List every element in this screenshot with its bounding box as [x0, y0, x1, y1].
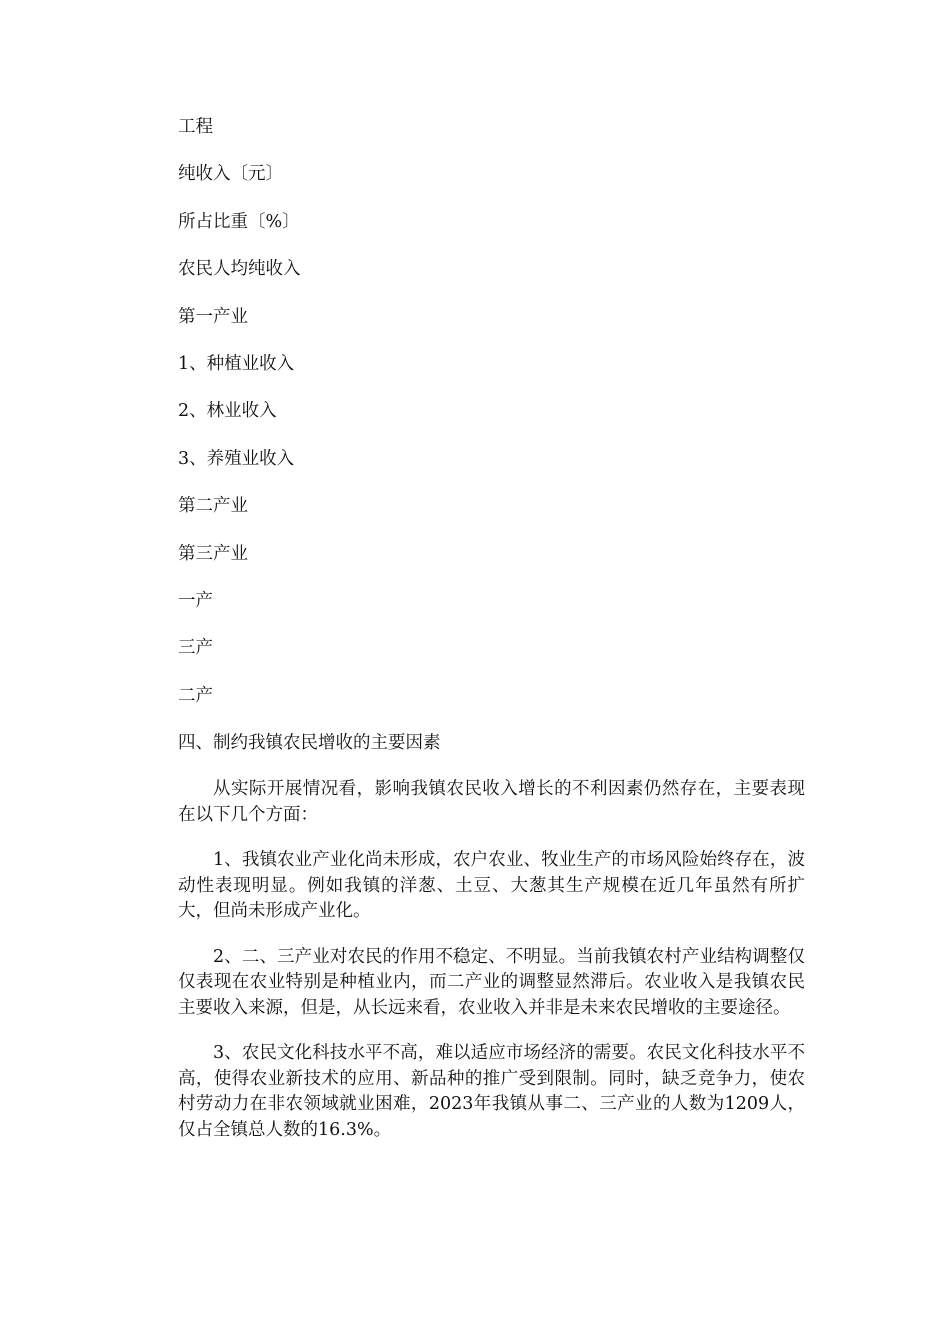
chart-label: 一产 [178, 590, 213, 611]
body-paragraph: 3、农民文化科技水平不高，难以适应市场经济的需要。农民文化科技水平不高，使得农业新技术的应用、新品种的推广受到限制。同时，缺乏竞争力，使农村劳动力在非农领域就业困难，2023年我镇从事二、三产业的人数为1209人，仅占全镇总人数的16.3%。 [178, 1043, 805, 1140]
table-header-item: 工程 [178, 117, 213, 137]
table-header-share: 所占比重〔%〕 [178, 211, 300, 232]
body-paragraph: 2、二、三产业对农民的作用不稳定、不明显。当前我镇农村产业结构调整仅仅表现在农业特别是种植业内，而二产业的调整显然滞后。农业收入是我镇农民主要收入来源，但是，从长远来看，农业收入并非是未来农民增收的主要途径。 [178, 946, 805, 1018]
body-paragraph: 从实际开展情况看，影响我镇农民收入增长的不利因素仍然存在，主要表现在以下几个方面： [178, 779, 805, 825]
table-row-label: 2、林业收入 [178, 401, 277, 422]
table-header-net-income: 纯收入〔元〕 [178, 164, 283, 185]
section-heading: 四、制约我镇农民增收的主要因素 [178, 733, 441, 754]
chart-label: 三产 [178, 638, 213, 659]
table-row-label: 1、种植业收入 [178, 353, 295, 374]
chart-label: 二产 [178, 685, 213, 706]
table-row-label: 第二产业 [178, 496, 248, 517]
document-body [178, 114, 805, 1163]
body-paragraph: 1、我镇农业产业化尚未形成，农户农业、牧业生产的市场风险始终存在，波动性表现明显。例如我镇的洋葱、土豆、大葱其生产规模在近几年虽然有所扩大，但尚未形成产业化。 [178, 850, 805, 922]
table-row-label: 3、养殖业收入 [178, 448, 295, 469]
table-row-label: 农民人均纯收入 [178, 259, 301, 280]
table-row-label: 第三产业 [178, 543, 248, 564]
table-row-label: 第一产业 [178, 306, 248, 327]
